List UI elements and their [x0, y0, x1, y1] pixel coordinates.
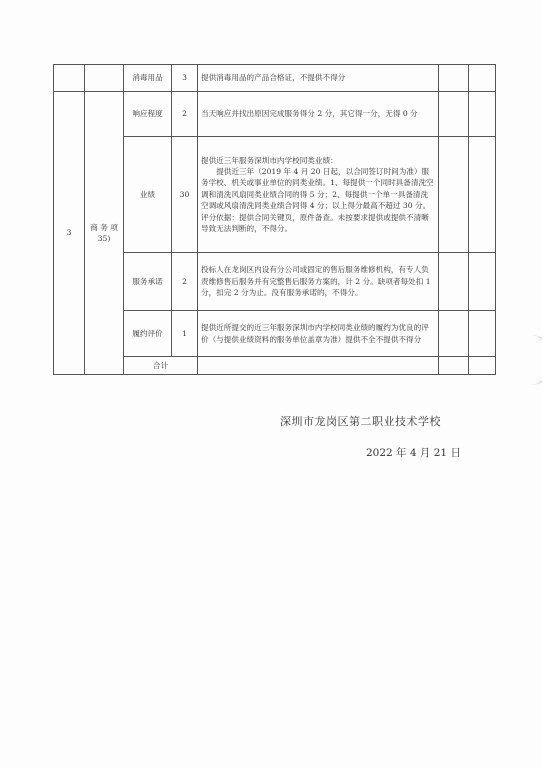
cell-empty [85, 65, 124, 92]
scoring-table [53, 64, 496, 375]
criteria-line: 提供近三年（2019 年 4 月 20 日起，以合同签订时间为准）服务学校、机关或事业单位的同类业绩。1、每提供一个同时具备清洗空调和清洗风扇同类业绩合同的得 5 分；2、每提供一个单一具备清洗空调或风扇清洗同类业绩合同得 4 分；以上得分最高不超过 30 分。 [201, 166, 434, 211]
cell-empty [439, 65, 469, 92]
total-label: 合计 [124, 357, 198, 375]
item-criteria-evaluation: 提供近所提交的近三年服务深圳市内学校同类业绩的履约为优良的评价（与提供业绩资料的服务单位盖章为准）提供不全不提供不得分 [198, 311, 439, 357]
table-row-response [54, 92, 496, 137]
table-row-disinfect [54, 65, 496, 92]
cell-empty [469, 65, 496, 92]
criteria-line: 提供近三年服务深圳市内学校同类业绩： [201, 155, 338, 165]
item-criteria-response: 当天响应并找出原因完成服务得分 2 分，其它得一分，无得 0 分 [198, 92, 439, 137]
issue-date: 2022 年 4 月 21 日 [366, 447, 461, 459]
item-score-disinfect: 3 [172, 65, 198, 92]
item-name-disinfect: 消毒用品 [124, 65, 172, 92]
cell-empty [439, 137, 469, 253]
item-score-performance: 30 [172, 137, 198, 253]
criteria-line: 评分依据：提供合同关键页，原件备查。未按要求提供或提供不清晰导致无法判断的，不得分。 [201, 212, 429, 234]
cell-empty [439, 357, 469, 375]
cell-empty [198, 357, 439, 375]
seal-stamp-edge [532, 335, 542, 385]
item-score-response: 2 [172, 92, 198, 137]
section-number: 3 [54, 92, 85, 375]
item-name-performance: 业绩 [124, 137, 172, 253]
cell-empty [469, 92, 496, 137]
item-name-service: 服务承诺 [124, 253, 172, 311]
issuer-name: 深圳市龙岗区第二职业技术学校 [280, 415, 441, 428]
section-name: 商 务 项35) [85, 92, 124, 375]
cell-empty [469, 137, 496, 253]
cell-empty [54, 65, 85, 92]
item-criteria-disinfect: 提供消毒用品的产品合格证，不提供不得分 [198, 65, 439, 92]
cell-empty [469, 253, 496, 311]
cell-empty [439, 253, 469, 311]
item-name-response: 响应程度 [124, 92, 172, 137]
item-score-evaluation: 1 [172, 311, 198, 357]
item-criteria-performance [198, 137, 439, 253]
item-score-service: 2 [172, 253, 198, 311]
cell-empty [439, 92, 469, 137]
cell-empty [469, 311, 496, 357]
item-name-evaluation: 履约评价 [124, 311, 172, 357]
cell-empty [439, 311, 469, 357]
cell-empty [469, 357, 496, 375]
item-criteria-service: 投标人在龙岗区内设有分公司或固定的售后服务维修机构，有专人负责维修售后服务并有完整售后服务方案的，计 2 分。缺项者每处扣 1 分，扣完 2 分为止。没有服务承诺的，不得分。 [198, 253, 439, 311]
